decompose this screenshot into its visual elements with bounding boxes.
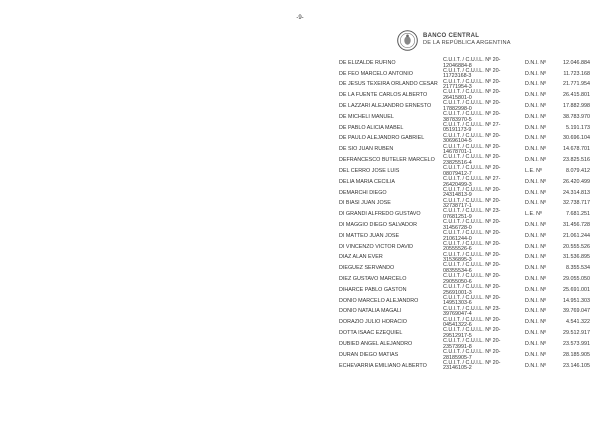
document-type: D.N.I. Nº [525, 81, 547, 88]
cuit-label: C.U.I.T. / C.U.I.L. Nº 20- [443, 100, 501, 107]
list-item [0, 101, 600, 112]
list-item [0, 155, 600, 166]
person-name: DOTTA ISAAC EZEQUIEL [339, 330, 403, 337]
cuit-number: 39769047-4 [443, 311, 472, 318]
document-type: L.E. Nº [525, 211, 542, 218]
document-number: 31.536.895 [563, 254, 590, 261]
document-type: D.N.I. Nº [525, 243, 547, 250]
cuit-number: 07681251-9 [443, 213, 472, 220]
list-item [0, 318, 600, 329]
list-item [0, 242, 600, 253]
document-type: D.N.I. Nº [525, 124, 547, 131]
list-item [0, 274, 600, 285]
person-name: DE MICHELI MANUEL [339, 113, 394, 120]
document-type: D.N.I. Nº [525, 113, 547, 120]
person-name: DI VINCENZO VICTOR DAVID [339, 243, 414, 250]
list-item [0, 188, 600, 199]
cuit-label: C.U.I.T. / C.U.I.L. Nº 20- [443, 327, 501, 334]
document-type: D.N.I. Nº [525, 286, 547, 293]
page-number: -9- [296, 15, 304, 21]
list-item [0, 58, 600, 69]
document-type: D.N.I. Nº [525, 351, 547, 358]
list-item [0, 263, 600, 274]
cuit-label: C.U.I.T. / C.U.I.L. Nº 20- [443, 284, 501, 291]
list-item [0, 69, 600, 80]
cuit-label: C.U.I.T. / C.U.I.L. Nº 20- [443, 143, 501, 150]
list-item [0, 166, 600, 177]
cuit-number: 31536895-3 [443, 257, 472, 264]
list-item [0, 90, 600, 101]
document-type: D.N.I. Nº [525, 70, 547, 77]
cuit-label: C.U.I.T. / C.U.I.L. Nº 20- [443, 78, 501, 85]
cuit-number: 23146105-2 [443, 365, 472, 372]
cuit-number: 17882998-0 [443, 105, 472, 112]
cuit-number: 26420499-3 [443, 181, 472, 188]
document-number: 17.882.998 [563, 103, 590, 110]
cuit-label: C.U.I.T. / C.U.I.L. Nº 20- [443, 316, 501, 323]
list-item [0, 361, 600, 372]
document-number: 8.355.534 [566, 265, 590, 272]
document-type: L.E. Nº [525, 167, 542, 174]
document-number: 23.825.516 [563, 157, 590, 164]
document-number: 39.769.047 [563, 308, 590, 315]
person-name: DEL CERRO JOSE LUIS [339, 167, 400, 174]
list-item [0, 145, 600, 156]
cuit-label: C.U.I.T. / C.U.I.L. Nº 20- [443, 57, 501, 63]
cuit-label: C.U.I.T. / C.U.I.L. Nº 20- [443, 294, 501, 301]
cuit-label: C.U.I.T. / C.U.I.L. Nº 20- [443, 186, 501, 193]
person-name: DI MATTEO JUAN JOSE [339, 232, 400, 239]
person-name: DE SIO JUAN RUBEN [339, 146, 394, 153]
list-item [0, 112, 600, 123]
person-name: DEFRANCESCO BUTELER MARCELO [339, 157, 435, 164]
document-type: D.N.I. Nº [525, 232, 547, 239]
list-item [0, 328, 600, 339]
cuit-label: C.U.I.T. / C.U.I.L. Nº 20- [443, 219, 501, 226]
registry-list [0, 58, 600, 372]
bank-name-line2: DE LA REPÚBLICA ARGENTINA [423, 40, 511, 46]
cuit-label: C.U.I.T. / C.U.I.L. Nº 20- [443, 165, 501, 172]
document-number: 29.055.050 [563, 276, 590, 283]
bank-seal-icon [397, 30, 418, 51]
cuit-cell [443, 361, 511, 372]
person-name: DONIO MARCELO ALEJANDRO [339, 297, 419, 304]
document-type: D.N.I. Nº [525, 92, 547, 99]
list-item [0, 350, 600, 361]
person-name: DELIA MARIA CECILIA [339, 178, 396, 185]
cuit-number: 25691001-3 [443, 289, 472, 296]
document-number: 8.079.412 [566, 167, 590, 174]
list-item [0, 231, 600, 242]
person-name: DIEZ GUSTAVO MARCELO [339, 276, 407, 283]
list-item [0, 339, 600, 350]
document-type: D.N.I. Nº [525, 330, 547, 337]
document-type: D.N.I. Nº [525, 265, 547, 272]
person-name: DE FEO MARCELO ANTONIO [339, 70, 413, 77]
document-number: 32.738.717 [563, 200, 590, 207]
cuit-label: C.U.I.T. / C.U.I.L. Nº 20- [443, 240, 501, 247]
cuit-number: 12046884-8 [443, 62, 472, 69]
document-number: 20.555.526 [563, 243, 590, 250]
person-name: DUBIED ANGEL ALEJANDRO [339, 340, 413, 347]
cuit-number: 30696104-5 [443, 138, 472, 145]
document-number: 14.951.303 [563, 297, 590, 304]
cuit-label: C.U.I.T. / C.U.I.L. Nº 20- [443, 154, 501, 161]
list-item [0, 209, 600, 220]
cuit-label: C.U.I.T. / C.U.I.L. Nº 23- [443, 208, 501, 215]
cuit-label: C.U.I.T. / C.U.I.L. Nº 20- [443, 89, 501, 96]
cuit-number: 04541322-6 [443, 322, 472, 329]
cuit-number: 14678701-1 [443, 149, 472, 156]
cuit-number: 23825516-4 [443, 159, 472, 166]
document-type: D.N.I. Nº [525, 146, 547, 153]
document-number: 23.146.105 [563, 362, 590, 369]
document-number: 28.185.905 [563, 351, 590, 358]
document-type: D.N.I. Nº [525, 297, 547, 304]
cuit-number: 26415801-0 [443, 95, 472, 102]
document-number: 12.046.884 [563, 59, 590, 66]
person-name: ECHEVARRIA EMILIANO ALBERTO [339, 362, 427, 369]
cuit-number: 05191173-9 [443, 127, 472, 134]
document-type: D.N.I. Nº [525, 319, 547, 326]
cuit-number: 11723168-3 [443, 73, 472, 80]
cuit-label: C.U.I.T. / C.U.I.L. Nº 20- [443, 111, 501, 118]
document-number: 29.512.917 [563, 330, 590, 337]
document-number: 26.420.499 [563, 178, 590, 185]
document-number: 26.415.801 [563, 92, 590, 99]
document-number: 14.678.701 [563, 146, 590, 153]
person-name: DURAN DIEGO MATIAS [339, 351, 399, 358]
cuit-label: C.U.I.T. / C.U.I.L. Nº 20- [443, 348, 501, 355]
bank-name-line1: BANCO CENTRAL [423, 33, 480, 39]
document-number: 31.456.728 [563, 221, 590, 228]
bank-logo [397, 27, 527, 57]
document-type: D.N.I. Nº [525, 157, 547, 164]
cuit-label: C.U.I.T. / C.U.I.L. Nº 20- [443, 132, 501, 139]
cuit-number: 38783970-5 [443, 116, 472, 123]
cuit-number: 29055050-6 [443, 278, 472, 285]
person-name: DE JESUS TEXEIRA ORLANDO CESAR [339, 81, 438, 88]
person-name: DIAZ ALAN EVER [339, 254, 383, 261]
cuit-label: C.U.I.T. / C.U.I.L. Nº 20- [443, 197, 501, 204]
person-name: DI BIASI JUAN JOSE [339, 200, 391, 207]
person-name: DIHARCE PABLO GASTON [339, 286, 407, 293]
list-item [0, 134, 600, 145]
cuit-label: C.U.I.T. / C.U.I.L. Nº 27- [443, 121, 501, 128]
cuit-number: 21061244-0 [443, 235, 472, 242]
document-number: 21.771.954 [563, 81, 590, 88]
person-name: DE LAZZARI ALEJANDRO ERNESTO [339, 103, 432, 110]
person-name: DI MAGGIO DIEGO SALVADOR [339, 221, 417, 228]
person-name: DORAZIO JULIO HORACIO [339, 319, 407, 326]
document-type: D.N.I. Nº [525, 308, 547, 315]
document-number: 30.696.104 [563, 135, 590, 142]
person-name: DE LA FUENTE CARLOS ALBERTO [339, 92, 428, 99]
document-number: 11.723.168 [563, 70, 590, 77]
document-number: 24.314.813 [563, 189, 590, 196]
list-item [0, 253, 600, 264]
list-item [0, 177, 600, 188]
list-item [0, 307, 600, 318]
document-number: 7.681.251 [566, 211, 590, 218]
document-type: D.N.I. Nº [525, 254, 547, 261]
person-name: DE PAULO ALEJANDRO GABRIEL [339, 135, 425, 142]
document-type: D.N.I. Nº [525, 178, 547, 185]
cuit-number: 31456728-0 [443, 224, 472, 231]
cuit-number: 24314813-9 [443, 192, 472, 199]
document-type: D.N.I. Nº [525, 340, 547, 347]
cuit-label: C.U.I.T. / C.U.I.L. Nº 20- [443, 338, 501, 345]
cuit-number: 29512917-5 [443, 332, 472, 339]
cuit-label: C.U.I.T. / C.U.I.L. Nº 23- [443, 305, 501, 312]
person-name: DONIO NATALIA MAGALI [339, 308, 402, 315]
person-name: DIEGUEZ SERVANDO [339, 265, 395, 272]
person-name: DE ELIZALDE RUFINO [339, 59, 396, 66]
list-item [0, 199, 600, 210]
person-name: DI GRANDI ALFREDO GUSTAVO [339, 211, 421, 218]
list-item [0, 296, 600, 307]
document-type: D.N.I. Nº [525, 276, 547, 283]
document-type: D.N.I. Nº [525, 189, 547, 196]
cuit-label: C.U.I.T. / C.U.I.L. Nº 20- [443, 262, 501, 269]
list-item [0, 80, 600, 91]
list-item [0, 123, 600, 134]
cuit-number: 08355534-6 [443, 268, 472, 275]
cuit-label: C.U.I.T. / C.U.I.L. Nº 20- [443, 273, 501, 280]
document-number: 23.573.991 [563, 340, 590, 347]
document-type: D.N.I. Nº [525, 59, 547, 66]
document-number: 4.541.322 [566, 319, 590, 326]
cuit-number: 20555526-6 [443, 246, 472, 253]
document-number: 38.783.970 [563, 113, 590, 120]
document-type: D.N.I. Nº [525, 103, 547, 110]
cuit-label: C.U.I.T. / C.U.I.L. Nº 20- [443, 230, 501, 236]
document-type: D.N.I. Nº [525, 362, 547, 369]
document-number: 21.061.244 [563, 232, 590, 239]
document-type: D.N.I. Nº [525, 135, 547, 142]
cuit-label: C.U.I.T. / C.U.I.L. Nº 27- [443, 175, 501, 182]
document-number: 25.691.001 [563, 286, 590, 293]
cuit-number: 21771954-3 [443, 84, 472, 91]
document-type: D.N.I. Nº [525, 200, 547, 207]
list-item [0, 285, 600, 296]
person-name: DE PABLO ALICIA MABEL [339, 124, 404, 131]
person-name: DEMARCHI DIEGO [339, 189, 387, 196]
cuit-number: 14951303-6 [443, 300, 472, 307]
list-item [0, 220, 600, 231]
cuit-number: 28185905-7 [443, 354, 472, 361]
cuit-number: 23573991-8 [443, 343, 472, 350]
cuit-number: 08079412-7 [443, 170, 472, 177]
document-number: 5.191.173 [566, 124, 590, 131]
document-type: D.N.I. Nº [525, 221, 547, 228]
cuit-number: 32738717-1 [443, 203, 472, 210]
cuit-label: C.U.I.T. / C.U.I.L. Nº 20- [443, 359, 501, 366]
cuit-label: C.U.I.T. / C.U.I.L. Nº 20- [443, 251, 501, 258]
cuit-label: C.U.I.T. / C.U.I.L. Nº 20- [443, 67, 501, 74]
